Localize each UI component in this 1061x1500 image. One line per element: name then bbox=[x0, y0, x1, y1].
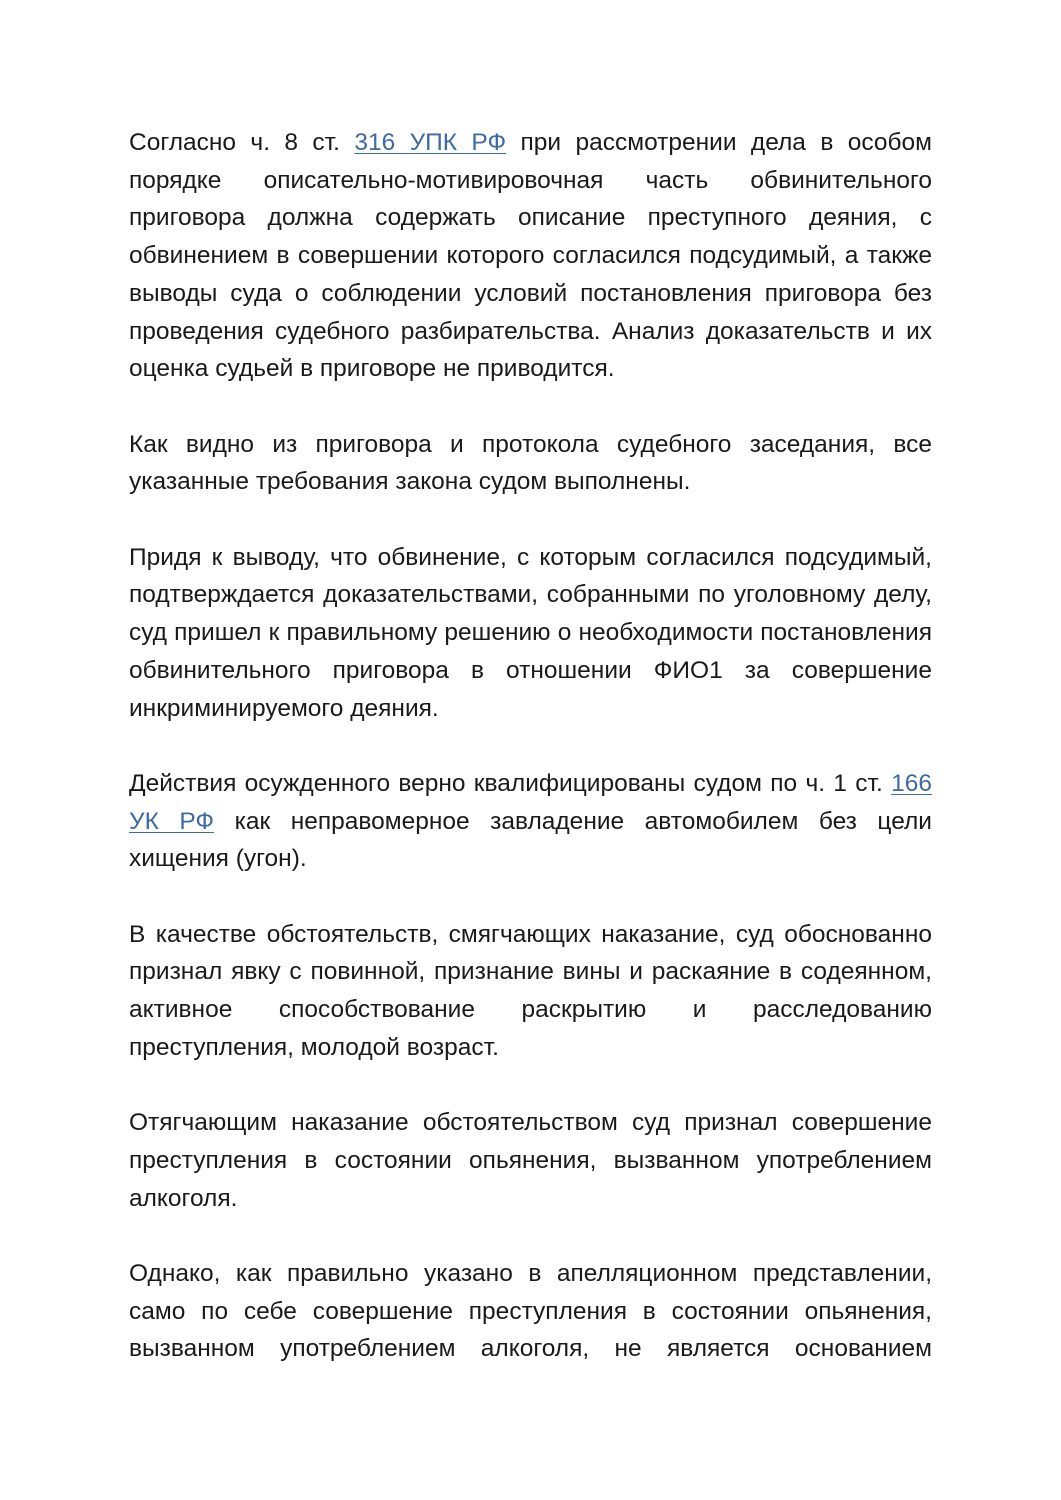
paragraph-text: Согласно ч. 8 ст. bbox=[129, 129, 355, 156]
paragraph-text: Однако, как правильно указано в апелляционном представлении, само по себе совершение преступления в состоянии опьянения, вызванном употреблением алкоголя, не является основанием bbox=[129, 1260, 932, 1363]
paragraph-text: Придя к выводу, что обвинение, с которым согласился подсудимый, подтверждается доказательствами, собранными по уголовному делу, суд пришел к правильному решению о необходимости постановления обвинительного приговора в отношении ФИО1 за совершение инкриминируемого деяния. bbox=[129, 543, 932, 722]
law-link-166-uk[interactable]: 166 УК РФ bbox=[129, 769, 932, 835]
paragraph-qualification bbox=[129, 765, 932, 878]
paragraph-text: В качестве обстоятельств, смягчающих наказание, суд обоснованно признал явку с повинной, признание вины и раскаяние в содеянном, активное способствование раскрытию и расследованию преступления, молодой возраст. bbox=[129, 920, 932, 1061]
paragraph-text: как неправомерное завладение автомобилем без цели хищения (угон). bbox=[129, 807, 932, 873]
document-page bbox=[129, 124, 932, 1368]
paragraph-procedure bbox=[129, 124, 932, 388]
paragraph-text: Отягчающим наказание обстоятельством суд признал совершение преступления в состоянии опьянения, вызванном употреблением алкоголя. bbox=[129, 1109, 932, 1212]
paragraph-requirements bbox=[129, 426, 932, 501]
law-link-316-upk[interactable]: 316 УПК РФ bbox=[354, 129, 507, 156]
paragraph-text: Как видно из приговора и протокола судебного заседания, все указанные требования закона судом выполнены. bbox=[129, 430, 932, 496]
paragraph-aggravating bbox=[129, 1104, 932, 1217]
paragraph-text: при рассмотрении дела в особом порядке описательно-мотивировочная часть обвинительного приговора должна содержать описание преступного деяния, с обвинением в совершении которого согласился подсудимый, а также выводы суда о соблюдении условий постановления приговора без проведения судебного разбирательства. Анализ доказательств и их оценка судьей в приговоре не приводится. bbox=[129, 129, 932, 383]
paragraph-conclusion bbox=[129, 539, 932, 728]
paragraph-text: Действия осужденного верно квалифицированы судом по ч. 1 ст. bbox=[129, 769, 892, 797]
paragraph-mitigating bbox=[129, 916, 932, 1067]
paragraph-appeal bbox=[129, 1255, 932, 1368]
